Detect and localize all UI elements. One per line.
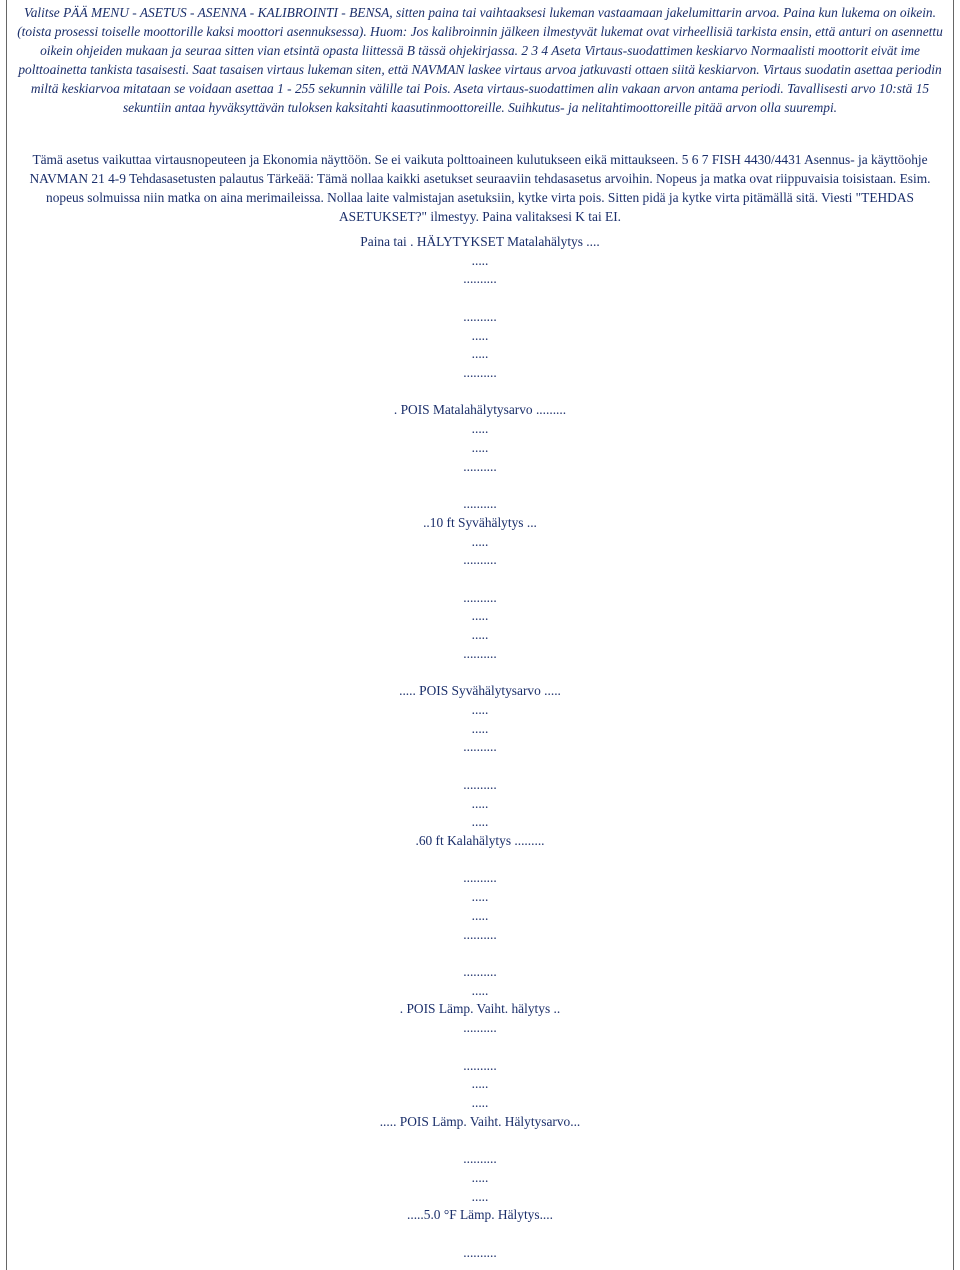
alarm-settings-list [7, 233, 953, 1263]
alarm-line: ..... [471, 1095, 489, 1111]
alarm-line: ..... [471, 982, 489, 998]
alarm-line [7, 1038, 953, 1057]
alarm-line [7, 383, 953, 402]
alarm-line: .......... [463, 496, 497, 512]
alarm-line [7, 1225, 953, 1244]
document-page [6, 0, 954, 1270]
alarm-line: ..... [471, 346, 489, 362]
alarm-line: ..... [471, 608, 489, 624]
alarm-line: .......... [463, 589, 497, 605]
alarm-line: ..... [471, 533, 489, 549]
alarm-line: .......... [463, 1020, 497, 1036]
calibration-paragraph: Valitse PÄÄ MENU - ASETUS - ASENNA - KALIBROINTI - BENSA, sitten paina tai vaihtaaksesi lukeman vastaamaan jakelumittarin arvoa. Paina kun lukema on oikein. (toista prosessi toiselle moottorille kaksi moottori asennuksessa). Huom: Jos kalibroinnin jälkeen ilmestyvät lukemat ovat virheellisiä tarkista ensin, että anturi on asennettu oikein ohjeiden mukaan ja seuraa sitten vian etsintä opasta liittessä B tässä ohjekirjassa. 2 3 4 Aseta Virtaus-suodattimen keskiarvo Normaalisti moottorit eivät ime polttoainetta tankista tasaisesti. Saat tasaisen virtaus lukeman siten, että NAVMAN laskee virtaus arvoa jatkuvasti ottaen siitä keskiarvon. Virtaus suodatin asettaa periodin miltä keskiarvoa mitataan se voidaan asettaa 1 - 255 sekunnin välille tai Pois. Aseta virtaus-suodattimen alin vakaan arvon antama periodi. Tavallisesti arvo 10:stä 15 sekuntiin antaa hyväksyttävän tuloksen kaksitahti kaasutinmoottoreille. Suihkutus- ja nelitahtimoottoreille pitää arvon olla suurempi. [17, 5, 943, 115]
alarm-line [7, 664, 953, 683]
alarm-line: .......... [463, 1057, 497, 1073]
alarm-line [7, 1132, 953, 1151]
alarm-line: ..... [471, 720, 489, 736]
alarm-line: . POIS Lämp. Vaiht. hälytys .. [399, 1001, 561, 1017]
alarm-line: ..... [471, 627, 489, 643]
alarm-line: ..... [471, 907, 489, 923]
alarm-line: ..... POIS Syvähälytysarvo ..... [399, 683, 561, 699]
alarm-line: ..... [471, 1169, 489, 1185]
alarm-line: .......... [463, 926, 497, 942]
alarm-line: ..... [471, 327, 489, 343]
alarm-line: ..... [471, 439, 489, 455]
alarm-line: .......... [463, 870, 497, 886]
factory-reset-paragraph: Tämä asetus vaikuttaa virtausnopeuteen ja Ekonomia näyttöön. Se ei vaikuta polttoaineen kulutukseen eikä mittaukseen. 5 6 7 FISH 4430/4431 Asennus- ja käyttöohje NAVMAN 21 4-9 Tehdasasetusten palautus Tärkeää: Tämä nollaa kaikki asetukset seuraaviin tehdasasetus arvoihin. Nopeus ja matka ovat riippuvaisia toisistaan. Esim. nopeus solmuissa niin matka on aina merimaileissa. Nollaa laite valmistajan asetuksiin, kytke virta pois. Sitten pidä ja kytke virta pitämällä sitä. Viesti "TEHDAS ASETUKSET?" ilmestyy. Paina valitaksesi K tai EI. [29, 152, 931, 224]
alarm-line: .......... [463, 458, 497, 474]
alarm-line: .......... [463, 739, 497, 755]
alarm-line: .......... [463, 645, 497, 661]
alarm-line: ..... [471, 814, 489, 830]
alarm-line [7, 570, 953, 589]
alarm-line: ..... [471, 252, 489, 268]
alarm-line [7, 851, 953, 870]
alarm-line: .......... [463, 776, 497, 792]
alarm-line: .......... [463, 964, 497, 980]
alarm-line: ..... [471, 1076, 489, 1092]
alarm-line: ..... [471, 795, 489, 811]
alarm-line: .......... [463, 1151, 497, 1167]
alarm-line: .....5.0 °F Lämp. Hälytys.... [407, 1207, 553, 1223]
alarm-line: ..... [471, 421, 489, 437]
alarm-line: Paina tai . HÄLYTYKSET Matalahälytys .... [360, 234, 600, 249]
alarm-line: ..... POIS Lämp. Vaiht. Hälytysarvo... [379, 1113, 581, 1129]
alarm-line: .......... [463, 1244, 497, 1260]
alarm-line: ..10 ft Syvähälytys ... [423, 514, 537, 530]
alarm-line: .......... [463, 308, 497, 324]
alarm-line: . POIS Matalahälytysarvo ......... [393, 402, 567, 418]
alarm-line [7, 476, 953, 495]
alarm-line: ..... [471, 701, 489, 717]
alarm-line [7, 757, 953, 776]
alarm-line [7, 289, 953, 308]
alarm-line: ..... [471, 889, 489, 905]
alarm-line [7, 944, 953, 963]
alarm-line: .......... [463, 271, 497, 287]
alarm-line: .......... [463, 365, 497, 381]
alarm-line: .60 ft Kalahälytys ......... [415, 833, 545, 848]
alarm-line: .......... [463, 552, 497, 568]
alarm-line: ..... [471, 1188, 489, 1204]
